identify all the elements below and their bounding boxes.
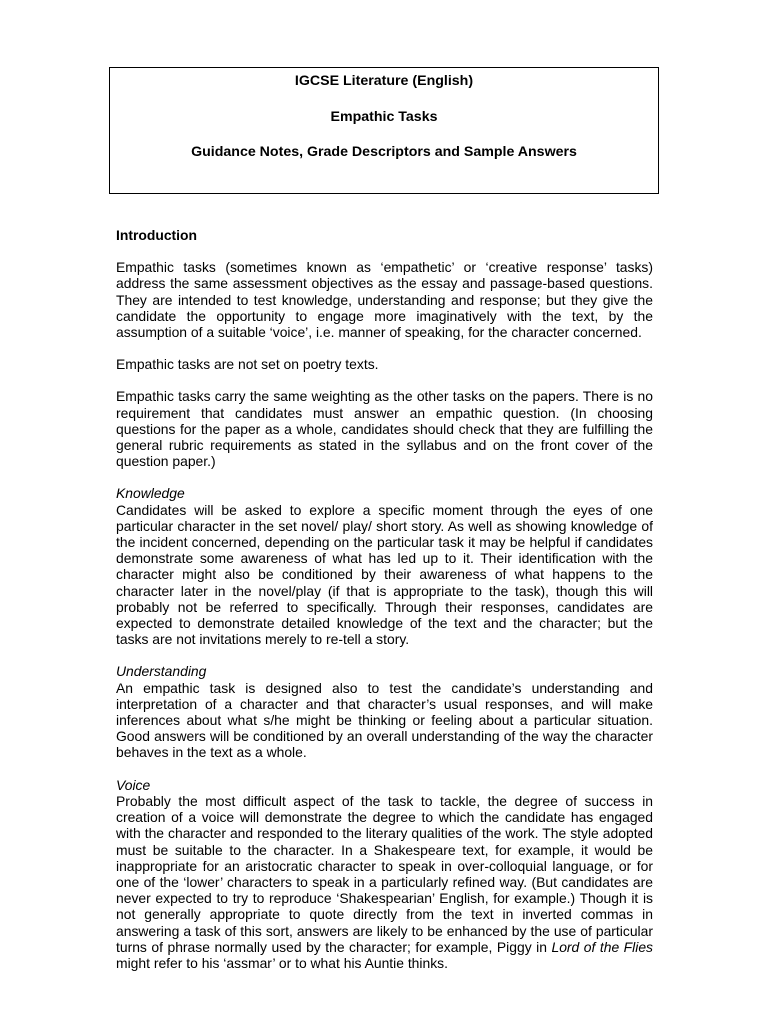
introduction-paragraph-1: Empathic tasks (sometimes known as ‘empathetic’ or ‘creative response’ tasks) address the same assessment objectives as the essay and passage-based questions. They are intended to test knowledge, understanding and response; but they give the candidate the opportunity to engage more imaginatively with the text, by the assumption of a suitable ‘voice’, i.e. manner of speaking, for the character concerned. bbox=[116, 259, 653, 341]
understanding-paragraph: An empathic task is designed also to test the candidate’s understanding and interpretation of a character and that character’s usual responses, and will make inferences about what s/he might be thinking or feeling about a particular situation. Good answers will be conditioned by an overall understanding of the way the character behaves in the text as a whole. bbox=[116, 679, 653, 761]
understanding-heading: Understanding bbox=[116, 663, 207, 680]
knowledge-paragraph: Candidates will be asked to explore a specific moment through the eyes of one particular character in the set novel/ play/ short story. As well as showing knowledge of the incident concerned, depending on the particular task it may be helpful if candidates demonstrate some awareness of what has led up to it. Their identification with the character might also be conditioned by their awareness of what happens to the character later in the novel/play (if that is appropriate to the task), though this will probably not be referred to specifically. Through their responses, candidates are expected to demonstrate detailed knowledge of the text and the character; but the tasks are not invitations merely to re-tell a story. bbox=[116, 501, 653, 648]
document-subtitle: Guidance Notes, Grade Descriptors and Sample Answers bbox=[191, 144, 577, 160]
title-box bbox=[109, 67, 659, 194]
voice-text-before: Probably the most difficult aspect of the task to tackle, the degree of success in creation of a voice will demonstrate the degree to which the candidate has engaged with the character and responded to the literary qualities of the work. The style adopted must be suitable to the character. In a Shakespeare text, for example, it would be inappropriate for an aristocratic character to speak in over-colloquial language, or for one of the ‘lower’ characters to speak in a particularly refined way. (But candidates are never expected to try to reproduce ‘Shakespearian’ English, for example.) Though it is not generally appropriate to quote directly from the text in inverted commas in answering a task of this sort, answers are likely to be enhanced by the use of particular turns of phrase normally used by the character; for example, Piggy in bbox=[116, 792, 653, 955]
book-title: Lord of the Flies bbox=[551, 938, 654, 955]
voice-text-after: might refer to his ‘assmar’ or to what his Auntie thinks. bbox=[116, 954, 448, 971]
voice-heading: Voice bbox=[116, 776, 151, 793]
introduction-paragraph-3: Empathic tasks carry the same weighting as the other tasks on the papers. There is no requirement that candidates must answer an empathic question. (In choosing questions for the paper as a whole, candidates should check that they are fulfilling the general rubric requirements as stated in the syllabus and on the front cover of the question paper.) bbox=[116, 388, 653, 470]
course-title: IGCSE Literature (English) bbox=[294, 73, 474, 89]
introduction-paragraph-2: Empathic tasks are not set on poetry texts. bbox=[116, 356, 379, 373]
document-body bbox=[116, 227, 653, 971]
voice-paragraph bbox=[116, 793, 653, 971]
introduction-heading: Introduction bbox=[116, 227, 198, 243]
document-title: Empathic Tasks bbox=[330, 109, 438, 125]
knowledge-heading: Knowledge bbox=[116, 485, 185, 502]
